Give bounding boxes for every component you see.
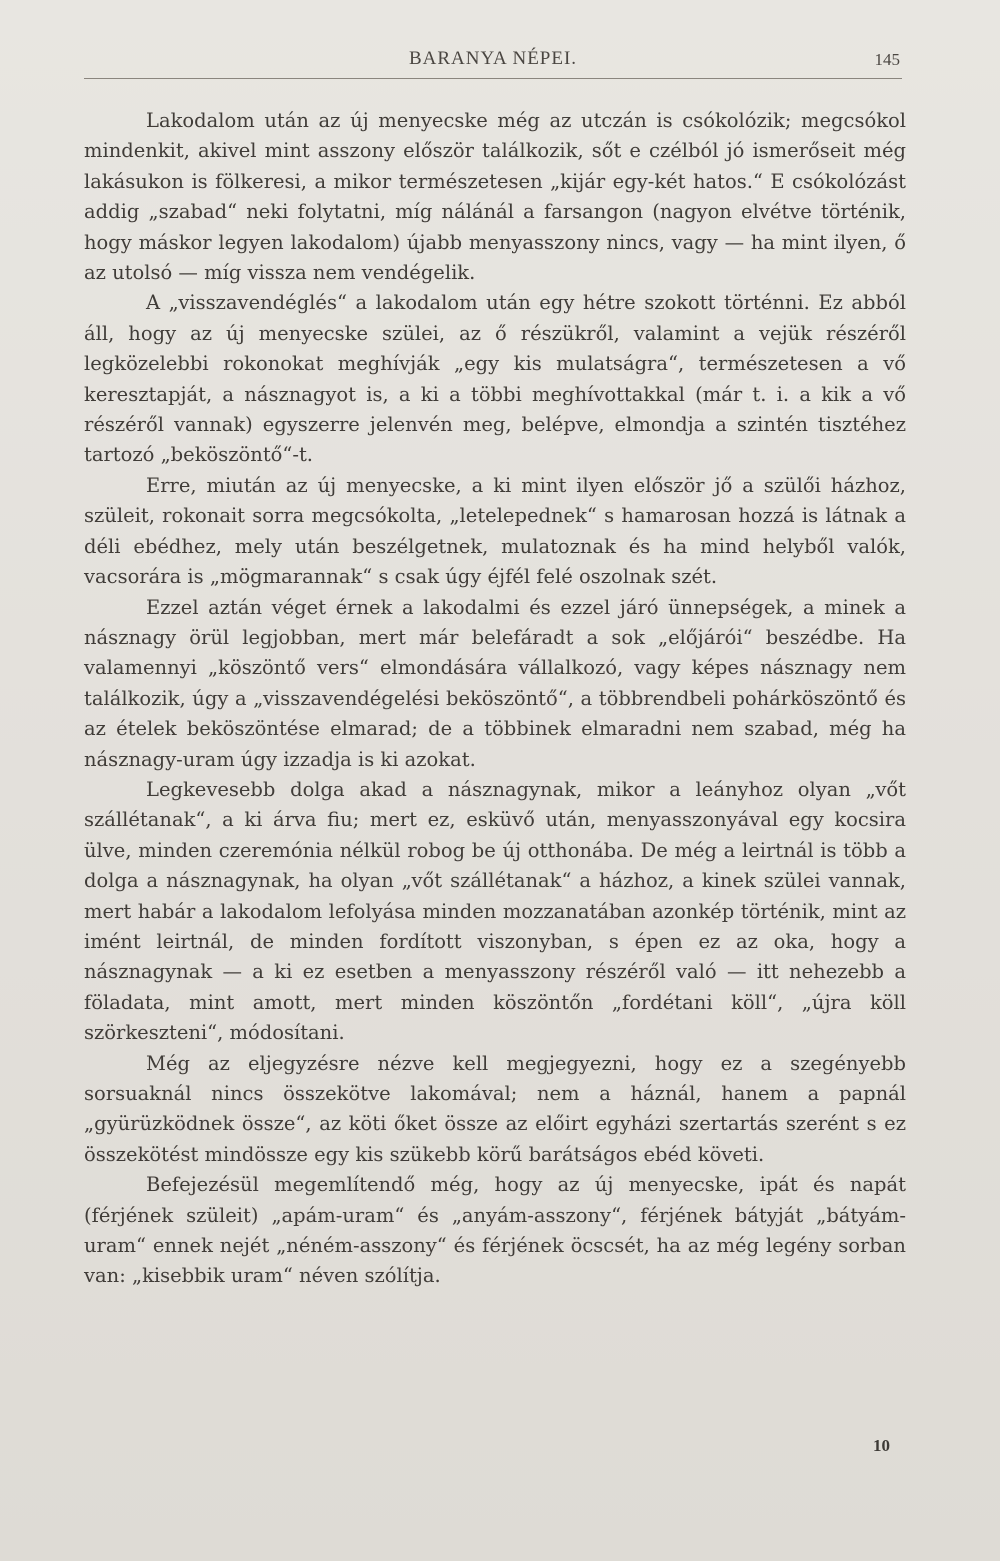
signature-mark: 10	[873, 1436, 890, 1455]
paragraph: A „visszavendéglés“ a lakodalom után egy hétre szokott történni. Ez abból áll, hogy az új menyecske szülei, az ő részükről, valamint a vejük részéről legközelebbi rokonokat meghívják „egy kis mulatságra“, természetesen a vő keresztapját, a násznagyot is, a ki a többi meghívottakkal (már t. i. a kik a vő részéről vannak) egyszerre jelenvén meg, belépve, elmondja a szintén tisztéhez tartozó „beköszöntő“-t.	[84, 291, 906, 467]
paragraph: Még az eljegyzésre nézve kell megjegyezni, hogy ez a szegényebb sorsuaknál nincs összekötve lakomával; nem a háznál, hanem a papnál „gyürüzködnek össze“, az köti őket össze az előirt egyházi szertartás szerént s ez összekötést mindössze egy kis szükebb körű barátságos ebéd követi.	[84, 1051, 906, 1166]
header-rule	[84, 78, 902, 79]
body-text	[84, 106, 906, 1292]
paragraph: Erre, miután az új menyecske, a ki mint ilyen először jő a szülői házhoz, szüleit, rokonait sorra megcsókolta, „letelepednek“ s hamarosan hozzá is látnak a déli ebédhez, mely után beszélgetnek, mulatoznak és ha mind helyből valók, vacsorára is „mögmarannak“ s csak úgy éjfél felé oszolnak szét.	[84, 473, 906, 589]
paragraph: Befejezésül megemlítendő még, hogy az új menyecske, ipát és napát (férjének szüleit) „apám-uram“ és „anyám-asszony“, férjének bátyját „bátyám-uram“ ennek nejét „néném-asszony“ és férjének öcscsét, ha az még legény sorban van: „kisebbik uram“ néven szólítja.	[84, 1173, 906, 1288]
paragraph: Lakodalom után az új menyecske még az utczán is csókolózik; megcsókol mindenkit, akivel mint asszony először találkozik, sőt e czélból jó ismerőseit még lakásukon is fölkeresi, a mikor természetesen „kijár egy-két hatos.“ E csókolózást addig „szabad“ neki folytatni, míg nálánál a farsangon (nagyon elvétve történik, hogy máskor legyen lakodalom) újabb menyasszony nincs, vagy — ha mint ilyen, ő az utolsó — míg vissza nem vendégelik.	[84, 109, 906, 285]
running-head: BARANYA NÉPEI.	[408, 48, 578, 69]
page-header	[84, 46, 902, 74]
paragraph: Ezzel aztán véget érnek a lakodalmi és ezzel járó ünnepségek, a minek a násznagy örül legjobban, mert már belefáradt a sok „előjárói“ beszédbe. Ha valamennyi „köszöntő vers“ elmondására vállalkozó, vagy képes násznagy nem találkozik, úgy a „visszavendégelési beköszöntő“, a többrendbeli pohárköszöntő és az ételek beköszöntése elmarad; de a többinek elmaradni nem szabad, még ha násznagy-uram úgy izzadja is ki azokat.	[84, 595, 906, 771]
paragraph: Legkevesebb dolga akad a násznagynak, mikor a leányhoz olyan „vőt szállétanak“, a ki árva fiu; mert ez, esküvő után, menyasszonyával egy kocsira ülve, minden czeremónia nélkül robog be új otthonába. De még a leirtnál is több a dolga a násznagynak, ha olyan „vőt szállétanak“ a házhoz, a kinek szülei vannak, mert habár a lakodalom lefolyása minden mozzanatában azonkép történik, mint az imént leirtnál, de minden fordított viszonyban, s épen ez az oka, hogy a násznagynak — a ki ez esetben a menyasszony részéről való — itt nehezebb a föladata, mint amott, mert minden köszöntőn „fordétani köll“, „újra köll szörkeszteni“, módosítani.	[84, 777, 906, 1045]
page-number: 145	[874, 50, 900, 69]
